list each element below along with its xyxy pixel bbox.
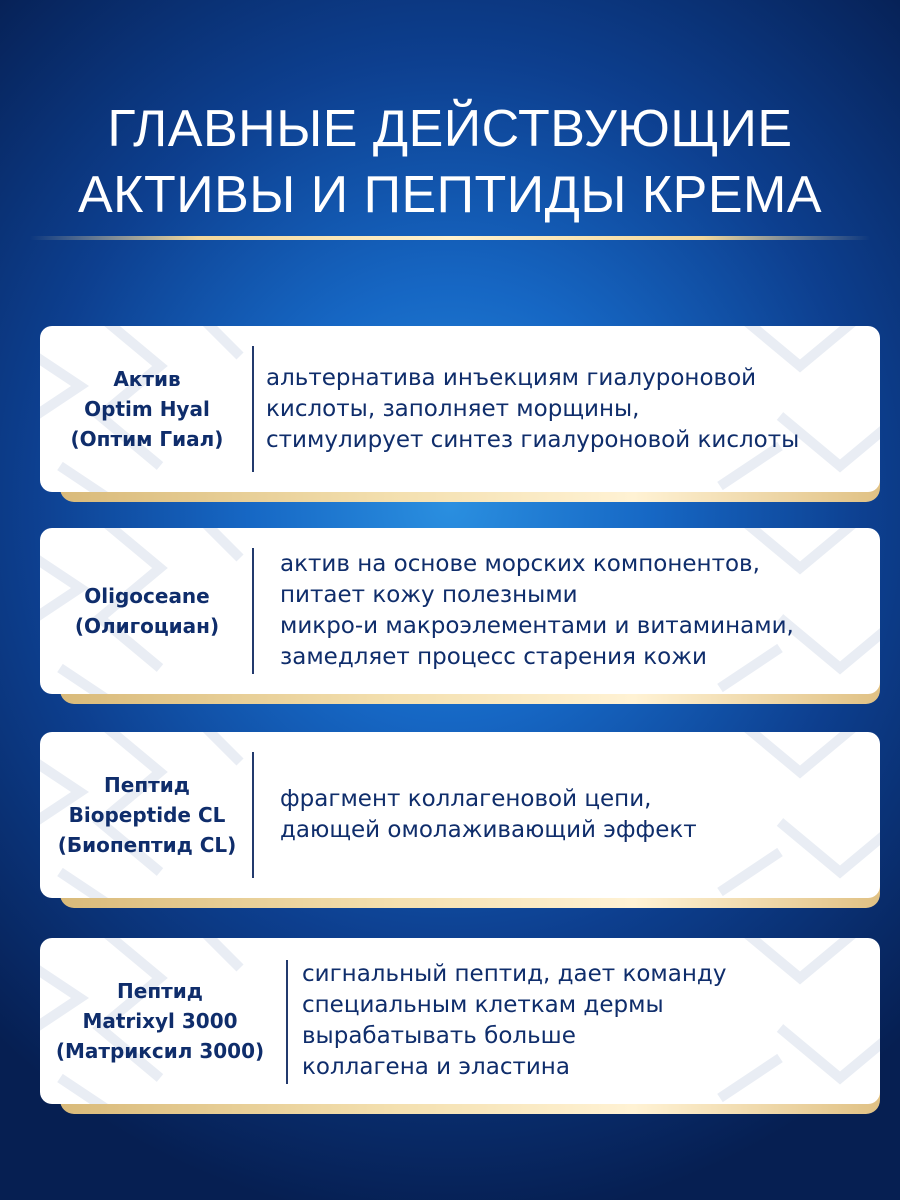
ingredient-name	[40, 528, 254, 694]
description-line: микро-и макроэлементами и витаминами,	[280, 613, 794, 639]
name-line: (Оптим Гиал)	[70, 427, 224, 451]
description-line: кислоты, заполняет морщины,	[266, 395, 640, 422]
page-title	[0, 96, 900, 228]
ingredient-name	[40, 732, 254, 898]
card-body	[40, 528, 880, 694]
description-line: фрагмент коллагеновой цепи,	[280, 786, 652, 812]
name-line: Пептид	[104, 773, 190, 797]
vertical-divider	[252, 752, 254, 878]
name-line: Optim Hyal	[84, 397, 210, 421]
description-line: питает кожу полезными	[280, 582, 578, 608]
card-body	[40, 326, 880, 492]
description-line: вырабатывать больше	[302, 1023, 576, 1049]
name-line: Пептид	[117, 979, 203, 1003]
ingredient-name	[40, 326, 254, 492]
description-line: коллагена и эластина	[302, 1054, 570, 1080]
name-line: Matrixyl 3000	[82, 1009, 238, 1033]
ingredient-description	[266, 326, 874, 492]
description-line: стимулирует синтез гиалуроновой кислоты	[266, 426, 800, 453]
card-body	[40, 732, 880, 898]
description-line: замедляет процесс старения кожи	[280, 644, 707, 670]
ingredient-card-oligoceane	[40, 528, 880, 694]
vertical-divider	[286, 960, 288, 1084]
ingredient-name	[40, 938, 280, 1104]
vertical-divider	[252, 548, 254, 674]
name-line: Oligoceane	[84, 584, 210, 608]
ingredient-card-biopeptide	[40, 732, 880, 898]
description-line: альтернатива инъекциям гиалуроновой	[266, 364, 757, 391]
gold-divider	[30, 236, 870, 240]
title-line-1: ГЛАВНЫЕ ДЕЙСТВУЮЩИЕ	[107, 100, 793, 158]
description-line: специальным клеткам дермы	[302, 992, 664, 1018]
description-line: дающей омолаживающий эффект	[280, 817, 697, 843]
ingredient-card-optim-hyal	[40, 326, 880, 492]
name-line: Biopeptide CL	[68, 803, 226, 827]
ingredient-card-matrixyl	[40, 938, 880, 1104]
name-line: (Олигоциан)	[74, 614, 220, 638]
title-line-2: АКТИВЫ И ПЕПТИДЫ КРЕМА	[77, 166, 823, 224]
ingredient-description	[280, 528, 874, 694]
description-line: сигнальный пептид, дает команду	[302, 961, 727, 987]
vertical-divider	[252, 346, 254, 472]
description-line: актив на основе морских компонентов,	[280, 551, 760, 577]
ingredient-description	[302, 938, 874, 1104]
card-body	[40, 938, 880, 1104]
name-line: (Биопептид CL)	[57, 833, 237, 857]
name-line: Актив	[113, 367, 181, 391]
ingredient-description	[280, 732, 874, 898]
name-line: (Матриксил 3000)	[55, 1039, 265, 1063]
